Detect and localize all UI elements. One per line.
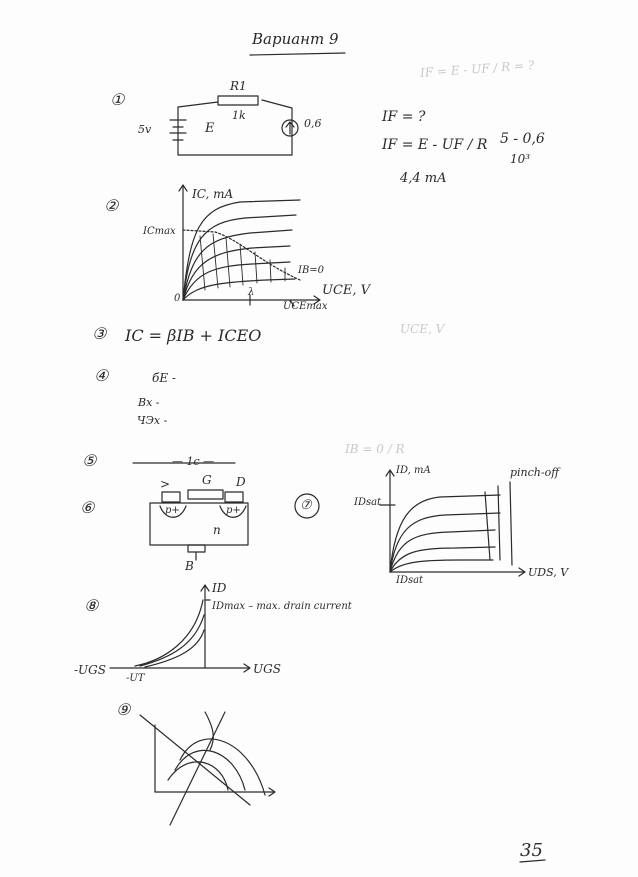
q2-origin: 0 [174, 293, 181, 304]
q8-note: IDmax – max. drain current [212, 601, 352, 612]
q6-b-label: B [185, 559, 194, 573]
q7-id-label: ID, mA [396, 465, 431, 476]
q7-number: ⑦ [300, 498, 312, 513]
page-title: Вариант 9 [252, 30, 339, 48]
q7-idsat-bottom-label: IDsat [396, 575, 424, 586]
q7-x-axis-label: UDS, V [528, 566, 569, 579]
q6-structure [150, 490, 248, 560]
q1-eq-result: 4,4 mA [400, 171, 447, 186]
q4-line-1: бЕ - [152, 371, 176, 385]
q8-chart [110, 585, 250, 672]
q3-formula: IC = βIB + ICEO [125, 326, 262, 345]
q2-ucemax-label: UCEmax [283, 301, 328, 312]
q1-eq-denominator: 10³ [510, 152, 531, 166]
q1-eq-find: IF = ? [382, 109, 426, 125]
q8-number: ⑧ [84, 596, 99, 615]
q6-g-label: G [202, 473, 212, 487]
q6-n-label: n [213, 523, 221, 537]
q6-s-label: > [160, 477, 171, 491]
q6-p-left: p+ [165, 505, 180, 516]
q5-number: ⑤ [82, 451, 97, 470]
q9-sketch [140, 712, 275, 825]
q1-number: ① [110, 90, 125, 109]
q3-number: ③ [92, 324, 107, 343]
q6-number: ⑥ [80, 498, 95, 517]
page-number: 35 [520, 840, 543, 861]
q1-source-label: 5v [138, 123, 152, 136]
q1-circuit [170, 96, 298, 155]
q7-idsat-label: IDsat [354, 497, 382, 508]
q8-left-label: -UGS [74, 663, 106, 677]
q1-r-label: R1 [230, 79, 247, 93]
q6-d-label: D [236, 475, 246, 489]
q1-led-value: 0,6 [304, 117, 322, 130]
q5-text: — 1с — [172, 455, 215, 468]
q8-y-axis-label: ID [212, 581, 227, 595]
q4-number: ④ [94, 366, 109, 385]
q1-r-value: 1k [232, 109, 246, 122]
ghost-text-1: IF = E - UF / R = ? [419, 58, 535, 80]
q2-number: ② [104, 196, 119, 215]
q2-y-axis-label: IC, mA [192, 187, 234, 201]
ghost-text-3: IB = 0 / R [345, 442, 405, 456]
ghost-text-2: UCE, V [400, 322, 445, 336]
q6-p-right: p+ [226, 505, 241, 516]
q1-e-label: E [205, 121, 215, 136]
q7-chart [380, 470, 525, 576]
q4-line-2: Bx - [138, 396, 160, 409]
q1-eq-formula: IF = E - UF / R [382, 137, 488, 153]
q2-ib0-label: IB=0 [298, 265, 325, 276]
title-underline [250, 53, 345, 55]
q8-left2-label: -UT [126, 673, 145, 684]
q4-line-3: ЧЭх - [137, 414, 168, 427]
q7-pinchoff-label: pinch-off [510, 466, 560, 479]
q2-icmax-label: ICmax [143, 226, 176, 237]
q1-eq-numerator: 5 - 0,6 [500, 131, 545, 147]
q2-mid-mark: λ [248, 287, 255, 298]
q9-number: ⑨ [116, 700, 131, 719]
q2-x-axis-label: UCE, V [322, 283, 371, 298]
q8-right-label: UGS [253, 662, 281, 676]
